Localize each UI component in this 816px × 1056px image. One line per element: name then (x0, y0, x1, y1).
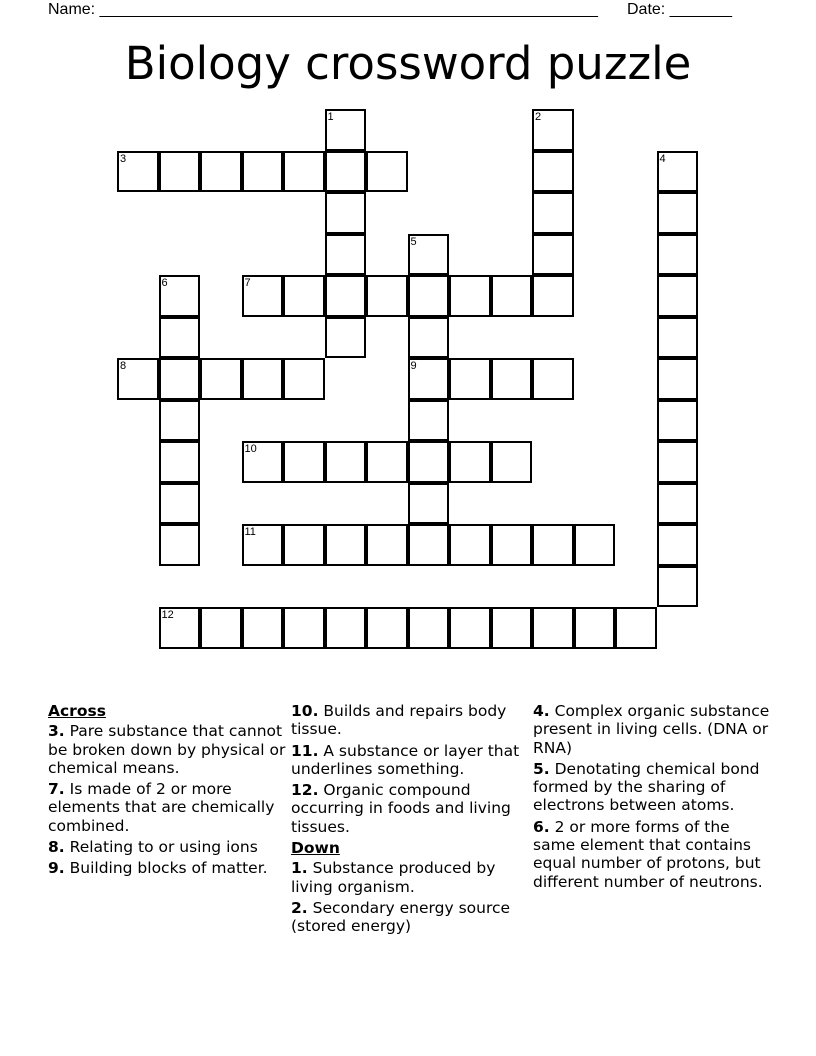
grid-cell[interactable] (408, 524, 450, 566)
grid-cell[interactable] (366, 607, 408, 649)
grid-cell[interactable] (325, 151, 367, 193)
grid-cell[interactable] (574, 524, 616, 566)
grid-cell[interactable] (325, 234, 367, 276)
grid-cell[interactable] (449, 358, 491, 400)
clue-across-8: 8. Relating to or using ions (48, 838, 258, 857)
grid-cell[interactable] (283, 151, 325, 193)
clue-down-4: 4. Complex organic substance present in living cells. (DNA or RNA) (533, 702, 770, 757)
clue-column-2 (291, 702, 531, 939)
clue-number: 12 (161, 609, 174, 621)
grid-cell[interactable] (657, 566, 699, 608)
grid-cell[interactable] (242, 441, 284, 483)
grid-cell[interactable] (242, 524, 284, 566)
grid-cell[interactable] (325, 607, 367, 649)
grid-cell[interactable] (449, 524, 491, 566)
down-heading: Down (291, 839, 340, 858)
grid-cell[interactable] (491, 358, 533, 400)
grid-cell[interactable] (200, 358, 242, 400)
grid-cell[interactable] (657, 275, 699, 317)
date-field-label: Date: _______ (627, 1, 732, 18)
page-title: Biology crossword puzzle (124, 37, 692, 90)
clue-across-7: 7. Is made of 2 or more elements that are chemically combined. (48, 780, 275, 835)
grid-cell[interactable] (325, 192, 367, 234)
grid-cell[interactable] (242, 151, 284, 193)
grid-cell[interactable] (159, 483, 201, 525)
grid-cell[interactable] (491, 607, 533, 649)
grid-cell[interactable] (242, 607, 284, 649)
grid-cell[interactable] (657, 483, 699, 525)
grid-cell[interactable] (159, 441, 201, 483)
grid-cell[interactable] (491, 441, 533, 483)
grid-cell[interactable] (532, 234, 574, 276)
grid-cell[interactable] (532, 358, 574, 400)
grid-cell[interactable] (159, 317, 201, 359)
clue-across-11: 11. A substance or layer that underlines something. (291, 741, 520, 778)
grid-cell[interactable] (283, 524, 325, 566)
clue-across-3: 3. Pare substance that cannot be broken down by physical or chemical means. (48, 722, 286, 777)
grid-cell[interactable] (200, 151, 242, 193)
grid-cell[interactable] (366, 524, 408, 566)
clue-number: 5 (410, 235, 417, 248)
grid-cell[interactable] (449, 275, 491, 317)
clue-across-10: 10. Builds and repairs body tissue. (291, 702, 507, 739)
clue-number: 1 (327, 111, 334, 123)
grid-cell[interactable] (366, 151, 408, 193)
grid-cell[interactable] (532, 192, 574, 234)
clue-number: 10 (244, 443, 257, 455)
grid-cell[interactable] (283, 275, 325, 317)
grid-cell[interactable] (449, 441, 491, 483)
grid-cell[interactable] (325, 524, 367, 566)
grid-cell[interactable] (159, 400, 201, 442)
grid-cell[interactable] (117, 358, 159, 400)
grid-cell[interactable] (366, 275, 408, 317)
grid-cell[interactable] (657, 441, 699, 483)
clue-number: 7 (244, 277, 251, 289)
clue-number: 6 (161, 277, 168, 289)
grid-cell[interactable] (325, 441, 367, 483)
clue-number: 2 (535, 111, 542, 123)
grid-cell[interactable] (657, 317, 699, 359)
grid-cell[interactable] (283, 441, 325, 483)
clue-down-2: 2. Secondary energy source (stored energy) (291, 898, 511, 936)
grid-cell[interactable] (366, 441, 408, 483)
grid-cell[interactable] (117, 151, 159, 193)
grid-cell[interactable] (283, 607, 325, 649)
grid-cell[interactable] (242, 275, 284, 317)
grid-cell[interactable] (657, 358, 699, 400)
grid-cell[interactable] (408, 275, 450, 317)
grid-cell[interactable] (657, 192, 699, 234)
grid-cell[interactable] (657, 151, 699, 193)
grid-cell[interactable] (657, 400, 699, 442)
grid-cell[interactable] (159, 275, 201, 317)
clue-number: 8 (120, 360, 127, 372)
grid-cell[interactable] (325, 109, 367, 151)
clue-number: 9 (410, 360, 417, 372)
grid-cell[interactable] (408, 400, 450, 442)
grid-cell[interactable] (283, 358, 325, 400)
grid-cell[interactable] (532, 151, 574, 193)
grid-cell[interactable] (491, 275, 533, 317)
clue-down-5: 5. Denotating chemical bond formed by the sharing of electrons between atoms. (533, 759, 760, 815)
grid-cell[interactable] (242, 358, 284, 400)
name-field-label: Name: ________________________________________________________ (48, 1, 598, 18)
grid-cell[interactable] (657, 234, 699, 276)
grid-cell[interactable] (325, 275, 367, 317)
grid-cell[interactable] (615, 607, 657, 649)
grid-cell[interactable] (408, 234, 450, 276)
grid-cell[interactable] (532, 524, 574, 566)
clue-down-6: 6. 2 or more forms of the same element that contains equal number of protons, but different number of neutrons. (533, 817, 763, 891)
grid-cell[interactable] (159, 524, 201, 566)
grid-cell[interactable] (657, 524, 699, 566)
clue-number: 4 (659, 152, 666, 165)
grid-cell[interactable] (408, 358, 450, 400)
clue-down-1: 1. Substance produced by living organism. (291, 859, 496, 896)
grid-cell[interactable] (532, 275, 574, 317)
grid-cell[interactable] (200, 607, 242, 649)
grid-cell[interactable] (491, 524, 533, 566)
grid-cell[interactable] (159, 151, 201, 193)
across-heading: Across (48, 702, 106, 720)
grid-cell[interactable] (532, 109, 574, 151)
grid-cell[interactable] (408, 607, 450, 649)
clue-column-1 (48, 702, 288, 881)
clue-column-3 (533, 702, 773, 894)
clue-across-9: 9. Building blocks of matter. (48, 859, 268, 878)
clue-number: 3 (120, 152, 127, 165)
grid-cell[interactable] (532, 607, 574, 649)
clue-number: 11 (244, 526, 256, 538)
clue-across-12: 12. Organic compound occurring in foods and living tissues. (291, 781, 511, 836)
grid-cell[interactable] (159, 607, 201, 649)
grid-cell[interactable] (408, 441, 450, 483)
grid-cell[interactable] (325, 317, 367, 359)
grid-cell[interactable] (408, 317, 450, 359)
grid-cell[interactable] (574, 607, 616, 649)
grid-cell[interactable] (408, 483, 450, 525)
grid-cell[interactable] (159, 358, 201, 400)
grid-cell[interactable] (449, 607, 491, 649)
